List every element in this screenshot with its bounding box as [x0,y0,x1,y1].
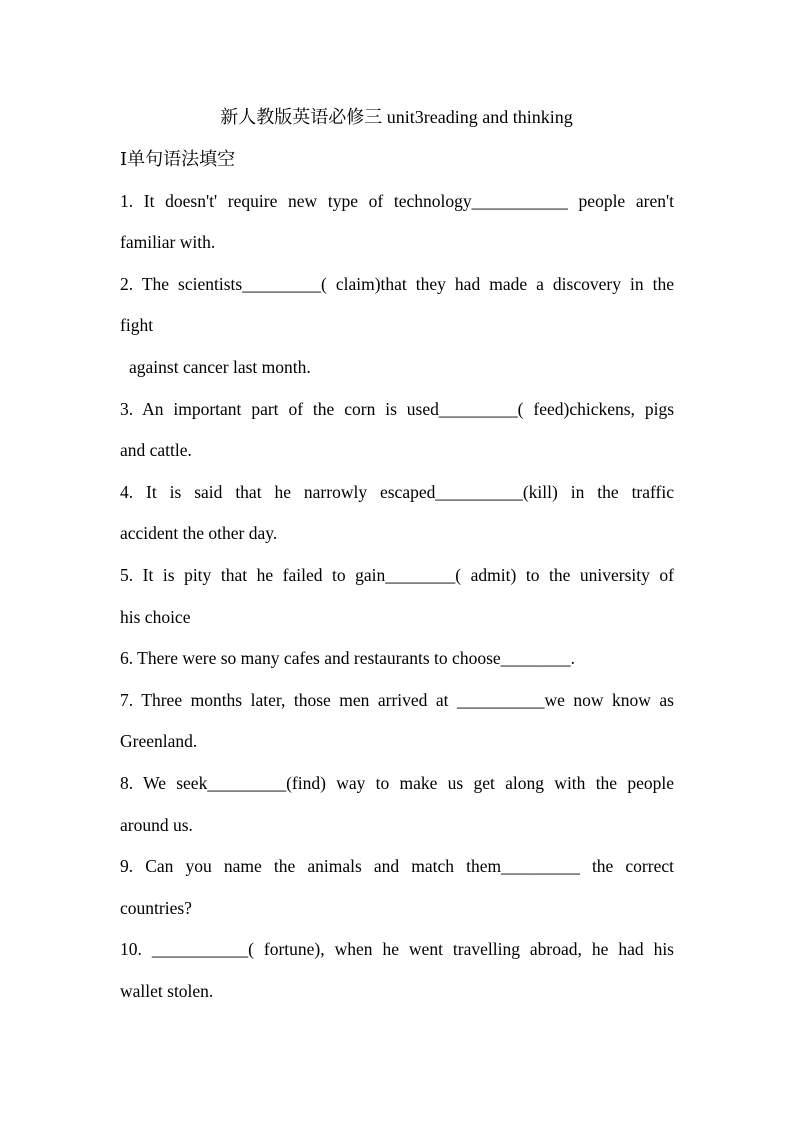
exercise-4-line-2: accident the other day. [120,523,278,543]
exercise-2-line-1: 2. The scientists_________( claim)that they had made a discovery in the [120,274,674,294]
exercise-1-line-2: familiar with. [120,232,216,252]
exercise-9-line-2: countries? [120,898,192,918]
exercise-2-line-2: fight [120,315,154,335]
exercise-4-line-1: 4. It is said that he narrowly escaped__________(kill) in the traffic [120,482,674,502]
exercise-3-line-2: and cattle. [120,440,192,460]
exercise-5-line-2: his choice [120,607,191,627]
exercise-8-line-1: 8. We seek_________(find) way to make us get along with the people [120,773,674,793]
exercise-7-line-2: Greenland. [120,731,198,751]
exercise-5-line-1: 5. It is pity that he failed to gain________( admit) to the university of [120,565,674,585]
exercise-10-line-2: wallet stolen. [120,981,214,1001]
exercise-6-line-1: 6. There were so many cafes and restaurants to choose________. [120,648,576,668]
exercise-9-line-1: 9. Can you name the animals and match them_________ the correct [120,856,674,876]
exercise-10-line-1: 10. ___________( fortune), when he went travelling abroad, he had his [120,939,674,959]
section-heading: Ⅰ单句语法填空 [120,149,236,169]
document-title: 新人教版英语必修三 unit3reading and thinking [220,107,573,127]
exercise-8-line-2: around us. [120,815,193,835]
exercise-1-line-1: 1. It doesn't' require new type of technology___________ people aren't [120,191,674,211]
exercise-2-line-3: against cancer last month. [129,357,311,377]
exercise-3-line-1: 3. An important part of the corn is used_________( feed)chickens, pigs [120,399,674,419]
exercise-7-line-1: 7. Three months later, those men arrived at __________we now know as [120,690,674,710]
